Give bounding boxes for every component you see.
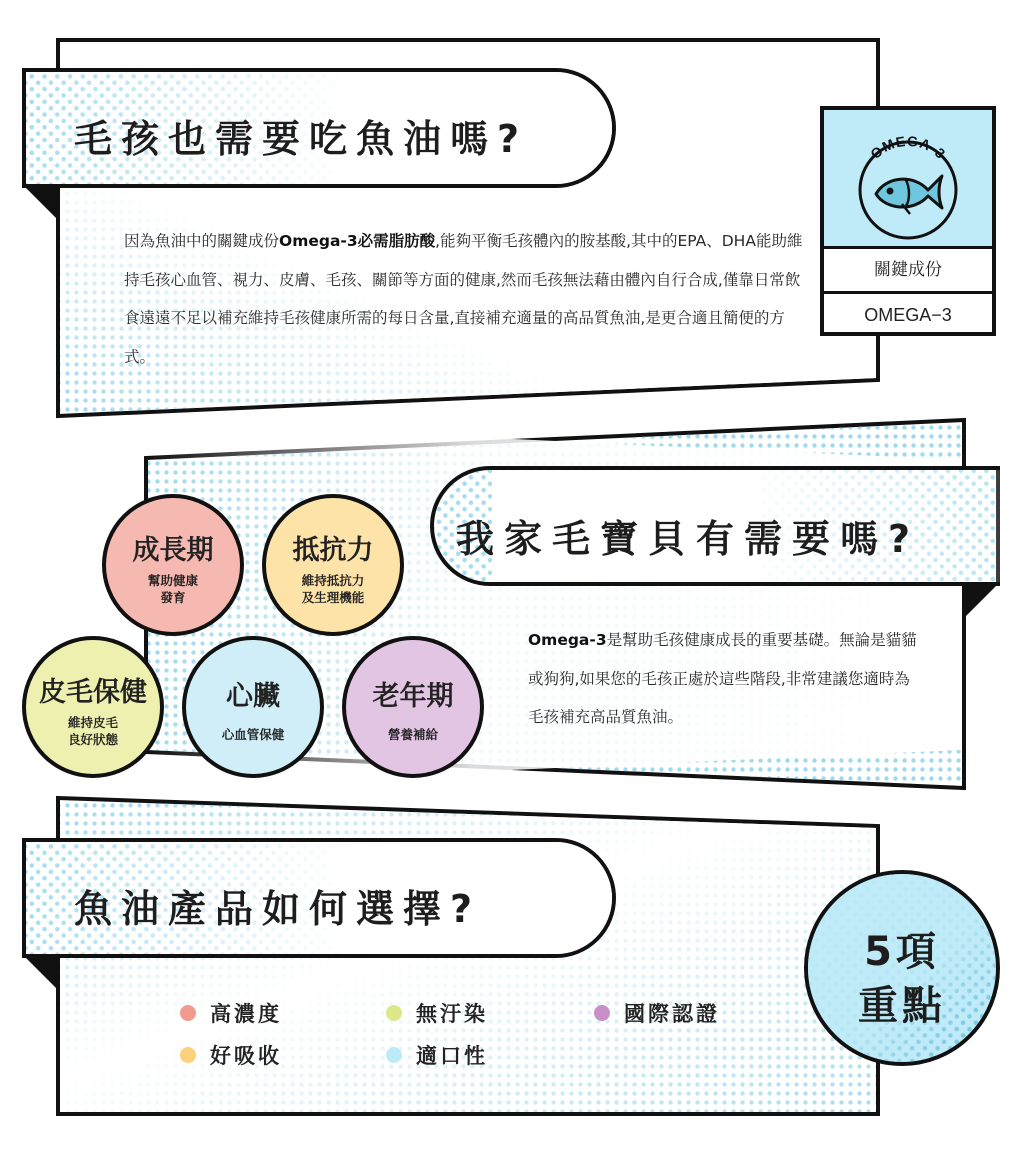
stage-circle-sub1: 維持皮毛 [67, 715, 118, 730]
stage-circle-skin-coat [22, 636, 164, 778]
stage-circle-immunity [262, 494, 404, 636]
stage-circle-sub2: 及生理機能 [301, 590, 365, 605]
criterion-dot [386, 1047, 402, 1063]
stage-circle-sub1: 幫助健康 [147, 573, 198, 588]
stage-circle-title: 皮毛保健 [39, 677, 147, 708]
section2-title: 我家毛寶貝有需要嗎? [456, 517, 921, 561]
criterion-label: 國際認證 [624, 1002, 720, 1026]
fish-emblem [824, 110, 992, 246]
section1-title: 毛孩也需要吃魚油嗎? [74, 117, 529, 161]
criterion-label: 適口性 [416, 1044, 488, 1068]
five-points-line2: 重點 [858, 983, 946, 1029]
stage-circle-title: 心臟 [226, 681, 280, 712]
section1-para-post: ,能夠平衡毛孩體內的胺基酸,其中的EPA、DHA能助維持毛孩心血管、視力、皮膚、毛孩、關節等方面的健康,然而毛孩無法藉由體內自行合成,僅靠日常飲食遠遠不足以補充維持毛孩健康所需的每日含量,直接補充適量的高品質魚油,是更合適且簡便的方式。 [124, 232, 803, 366]
section3-title: 魚油產品如何選擇? [74, 887, 482, 931]
omega3-badge-emblem [824, 110, 992, 249]
criterion-dot [180, 1005, 196, 1021]
stage-circle-title: 老年期 [372, 681, 454, 712]
stage-circle-sub1: 心血管保健 [221, 727, 285, 742]
section1-para-pre: 因為魚油中的關鍵成份 [124, 232, 280, 250]
criterion-label: 無汙染 [416, 1002, 488, 1026]
criterion-dot [594, 1005, 610, 1021]
five-points-badge [804, 870, 1000, 1066]
section2-paragraph [528, 621, 918, 737]
criterion-label: 好吸收 [210, 1044, 282, 1068]
fish-icon [876, 176, 942, 214]
criterion-dot [386, 1005, 402, 1021]
criterion-pollution-free [386, 998, 488, 1028]
criterion-international-certification [594, 998, 720, 1028]
stage-circle-sub1: 維持抵抗力 [301, 573, 365, 588]
stage-circle-growth [102, 494, 244, 636]
criterion-label: 高濃度 [210, 1002, 282, 1026]
stage-circle-sub1: 營養補給 [387, 727, 438, 742]
section2-para-bold: Omega-3 [528, 631, 607, 649]
stage-circle-title: 抵抗力 [292, 535, 374, 566]
svg-text:OMEGA-3 [867, 133, 949, 162]
five-points-line1: 5項 [864, 929, 940, 975]
stage-circle-sub2: 發育 [160, 590, 186, 605]
section2-para-post: 是幫助毛孩健康成長的重要基礎。無論是貓貓或狗狗,如果您的毛孩正處於這些階段,非常建議您適時為毛孩補充高品質魚油。 [528, 631, 917, 726]
badge-label-omega3: OMEGA−3 [864, 305, 952, 325]
section1-para-bold: Omega-3必需脂肪酸 [279, 232, 436, 250]
badge-label-key-ingredient: 關鍵成份 [824, 249, 992, 294]
omega3-arc-text: OMEGA-3 [867, 132, 950, 163]
omega3-badge [820, 106, 996, 336]
stage-circle-heart [182, 636, 324, 778]
criterion-palatability [386, 1040, 488, 1070]
criterion-dot [180, 1047, 196, 1063]
criterion-high-concentration [180, 998, 282, 1028]
stage-circle-title: 成長期 [132, 535, 214, 566]
criterion-easy-absorption [180, 1040, 282, 1070]
stage-circle-senior [342, 636, 484, 778]
section1-paragraph [124, 222, 804, 376]
stage-circle-sub2: 良好狀態 [67, 732, 118, 747]
